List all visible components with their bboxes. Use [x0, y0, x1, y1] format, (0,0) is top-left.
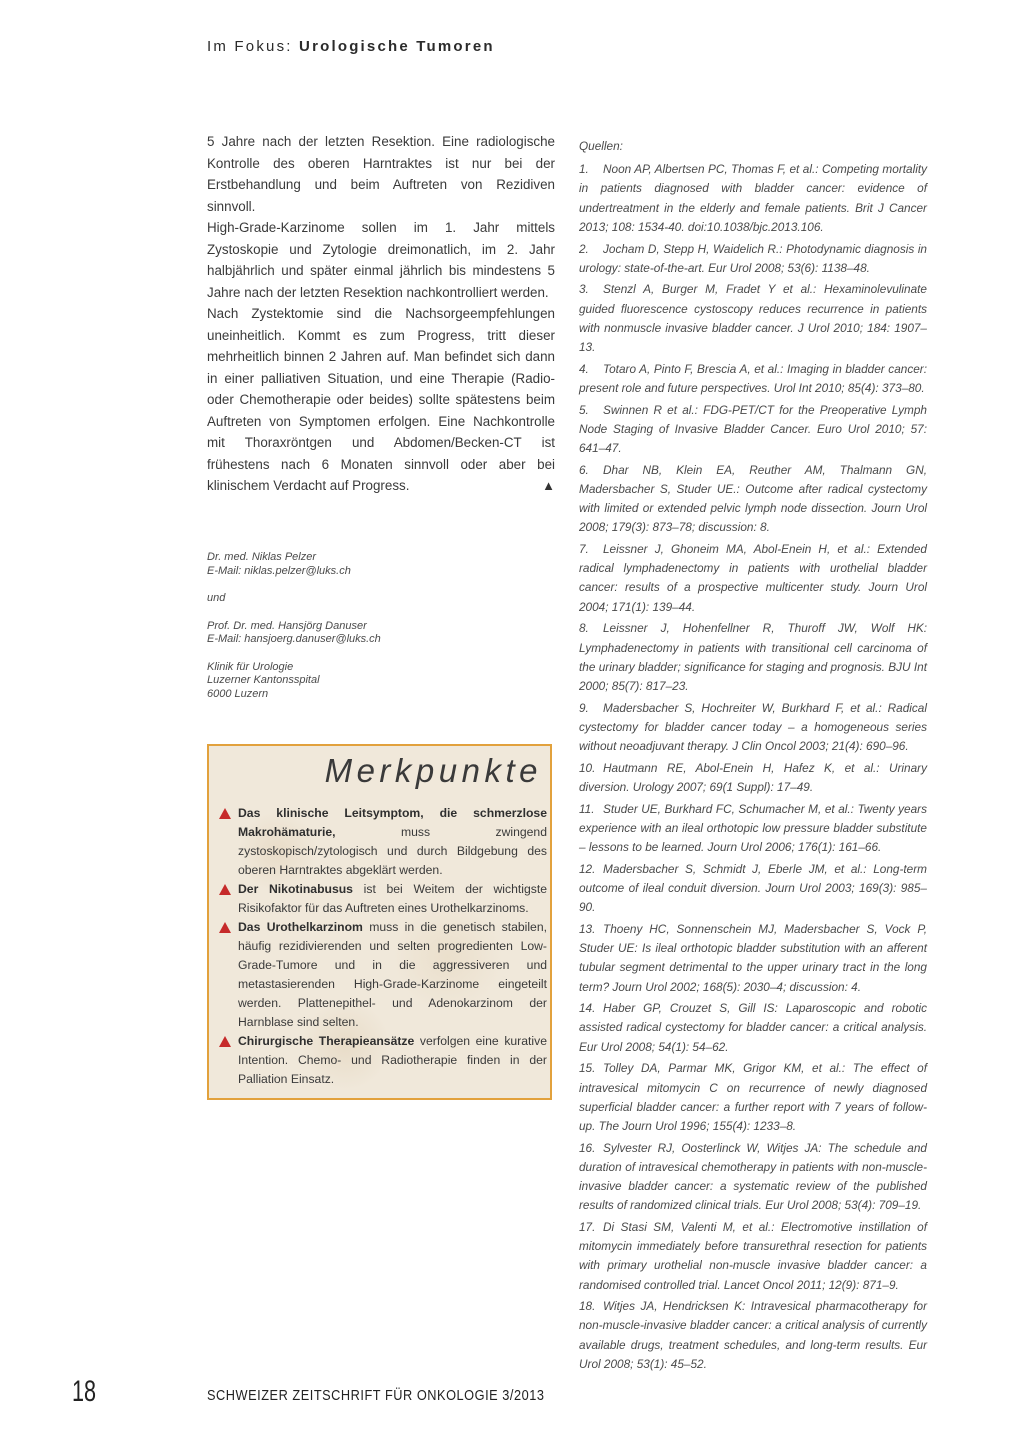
key-point-item: [217, 918, 547, 1032]
reference-text: Tolley DA, Parmar MK, Grigor KM, et al.: The effect of intravesical mitomycin C on recurrence of newly diagnosed superficial bladder cancer: a further report with 7 years of follow-up. The Journ Urol 1996; 155(4): 1233–8.: [579, 1061, 927, 1133]
reference-number: 8.: [579, 621, 589, 636]
reference-item: [579, 759, 927, 797]
reference-number: 6.: [579, 462, 589, 477]
reference-text: Swinnen R et al.: FDG-PET/CT for the Preoperative Lymph Node Staging of Invasive Bladder Cancer. Euro Urol 2010; 57: 641–47.: [579, 402, 927, 456]
main-text-column: [207, 131, 555, 497]
reference-text: Leissner J, Ghoneim MA, Abol-Enein H, et al.: Extended radical lymphadenectomy in patients with urothelial bladder cancer: results of a prospective multicenter study. Journ Urol 2004; 171(1): 139–44.: [579, 542, 927, 614]
reference-number: 7.: [579, 542, 589, 557]
reference-text: Sylvester RJ, Oosterlinck W, Witjes JA: The schedule and duration of intravesical chemotherapy in patients with non-muscle-invasive bladder cancer: a systematic review of the published results of randomized clinical trials. Eur Urol 2008; 53(4): 709–19.: [579, 1140, 927, 1213]
body-paragraph-text: Nach Zystektomie sind die Nachsorgeempfehlungen uneinheitlich. Kommt es zum Progress, tritt dieser mehrheitlich binnen 2 Jahren auf. Man befindet sich dann in einer palliativen Situation, und eine Therapie (Radio- oder Chemotherapie oder beides) sollte spätestens beim Auftreten von Symptomen erfolgen. Eine Nachkontrolle mit Thoraxröntgen und Abdomen/Becken-CT ist frühestens nach 6 Monaten sinnvoll oder aber bei klinischem Verdacht auf Progress.: [207, 306, 555, 493]
reference-item: [579, 800, 927, 858]
author-info: [207, 551, 555, 715]
reference-text: Noon AP, Albertsen PC, Thomas F, et al.: Competing mortality in patients diagnosed with bladder cancer: evidence of undertreatment in the elderly and female patients. Brit J Cancer 2013; 108: 1534-40. doi:10.1038/bjc.2013.106.: [579, 162, 927, 234]
institution-address: [207, 661, 555, 702]
reference-number: 5.: [579, 402, 589, 417]
key-point-item: [217, 880, 547, 918]
reference-item: [579, 461, 927, 538]
institution-line: 6000 Luzern: [207, 687, 269, 700]
reference-item: [579, 280, 927, 357]
reference-text: Stenzl A, Burger M, Fradet Y et al.: Hexaminolevulinate guided fluorescence cystoscopy reduces recurrence in patients with nonmuscle invasive bladder cancer. J Urol 2010; 184: 1907–13.: [579, 282, 927, 355]
key-point-bold: Das klinische Leitsymptom, die schmerzlose Makrohämaturie,: [238, 806, 547, 839]
reference-number: 13.: [579, 921, 596, 936]
body-paragraph: [207, 303, 555, 497]
reference-text: Studer UE, Burkhard FC, Schumacher M, et al.: Twenty years experience with an ileal orthotopic low pressure bladder substitute – lessons to be learned. Journ Urol 2006; 176(1): 161–66.: [579, 801, 927, 855]
reference-item: [579, 1297, 927, 1374]
author-email[interactable]: E-Mail: hansjoerg.danuser@luks.ch: [207, 633, 381, 645]
reference-item: [579, 699, 927, 757]
reference-item: [579, 160, 927, 237]
reference-item: [579, 920, 927, 997]
reference-text: Dhar NB, Klein EA, Reuther AM, Thalmann GN, Madersbacher S, Studer UE.: Outcome after radical cystectomy with limited or extended pelvic lymph node dissection. Journ Urol 2008; 179(3): 873–78; discussion: 8.: [579, 462, 927, 535]
body-paragraph: High-Grade-Karzinome sollen im 1. Jahr mittels Zystoskopie und Zytologie dreimonatlich, im 2. Jahr halbjährlich und später einmal jährlich bis mindestens 5 Jahre nach der letzten Resektion nachkontrolliert werden.: [207, 220, 555, 300]
header-subject: Urologische Tumoren: [299, 38, 495, 55]
reference-number: 3.: [579, 282, 589, 297]
key-point-text: muss zwingend zystoskopisch/zytologisch und durch Bildgebung des oberen Harntraktes abgeklärt werden.: [238, 825, 547, 877]
header-topic: Im Fokus:: [207, 38, 293, 55]
key-point-bold: Das Urothelkarzinom: [238, 920, 363, 934]
triangle-bullet-icon: [219, 884, 231, 895]
reference-number: 18.: [579, 1299, 596, 1314]
reference-item: [579, 401, 927, 459]
institution-line: Klinik für Urologie: [207, 660, 294, 673]
key-point-text: muss in die genetisch stabilen, häufig rezidivierenden und selten progredienten Low-Grade-Tumore und in die aggressiveren und metastasierenden High-Grade-Karzinome eingeteilt werden. Plattenepithel- und Adenokarzinom der Harnblase sind selten.: [238, 920, 547, 1029]
institution-line: Luzerner Kantonsspital: [207, 674, 320, 686]
reference-number: 12.: [579, 861, 596, 876]
triangle-bullet-icon: [219, 1036, 231, 1047]
reference-number: 1.: [579, 162, 589, 177]
reference-number: 11.: [579, 801, 595, 816]
reference-item: [579, 619, 927, 696]
reference-item: [579, 360, 927, 398]
key-points-list: [217, 804, 547, 1089]
reference-text: Totaro A, Pinto F, Brescia A, et al.: Imaging in bladder cancer: present role and future perspectives. Urol Int 2010; 85(4): 373–80.: [579, 361, 927, 395]
end-of-article-icon: ▲: [542, 478, 555, 493]
author-email[interactable]: E-Mail: niklas.pelzer@luks.ch: [207, 564, 351, 577]
journal-footer: SCHWEIZER ZEITSCHRIFT FÜR ONKOLOGIE 3/2013: [207, 1388, 545, 1404]
author-name: Dr. med. Niklas Pelzer: [207, 551, 317, 563]
triangle-bullet-icon: [219, 808, 231, 819]
reference-item: [579, 860, 927, 918]
reference-number: 10.: [579, 760, 596, 775]
reference-item: [579, 1139, 927, 1216]
key-point-bold: Der Nikotinabusus: [238, 882, 353, 896]
reference-item: [579, 240, 927, 278]
author-connector: und: [207, 592, 226, 604]
reference-item: [579, 1059, 927, 1136]
triangle-bullet-icon: [219, 922, 231, 933]
reference-text: Di Stasi SM, Valenti M, et al.: Electromotive instillation of mitomycin immediately before transurethral resection for patients with primary urothelial non-muscle invasive bladder cancer: a randomised controlled trial. Lancet Oncol 2011; 12(9): 871–9.: [579, 1219, 927, 1292]
reference-number: 4.: [579, 361, 589, 376]
reference-text: Madersbacher S, Schmidt J, Eberle JM, et al.: Long-term outcome of ileal conduit diversion. Journ Urol 2003; 169(3): 985–90.: [579, 861, 927, 915]
reference-number: 14.: [579, 1001, 596, 1016]
reference-item: [579, 999, 927, 1057]
reference-text: Hautmann RE, Abol-Enein H, Hafez K, et al.: Urinary diversion. Urology 2007; 69(1 Suppl): 17–49.: [579, 760, 927, 794]
reference-item: [579, 540, 927, 617]
reference-text: Haber GP, Crouzet S, Gill IS: Laparoscopic and robotic assisted radical cystectomy for bladder cancer: a critical analysis. Eur Urol 2008; 54(1): 54–62.: [579, 1001, 927, 1054]
body-paragraph: 5 Jahre nach der letzten Resektion. Eine radiologische Kontrolle des oberen Harntraktes ist nur bei der Erstbehandlung und beim Auftreten von Rezidiven sinnvoll.: [207, 134, 555, 214]
reference-text: Thoeny HC, Sonnenschein MJ, Madersbacher S, Vock P, Studer UE: Is ileal orthotopic bladder substitution with an afferent tubular segment detrimental to the upper urinary tract in the long term? Journ Urol 2002; 168(5): 2030–4; discussion: 4.: [579, 921, 927, 994]
reference-number: 16.: [579, 1140, 596, 1155]
reference-number: 15.: [579, 1061, 596, 1076]
key-point-text: verfolgen eine kurative Intention. Chemo- und Radiotherapie finden in der Palliation Einsatz.: [238, 1034, 547, 1086]
page-number: 18: [72, 1375, 97, 1408]
reference-item: [579, 1218, 927, 1295]
reference-number: 17.: [579, 1219, 596, 1234]
running-header: [207, 38, 495, 55]
key-point-item: [217, 804, 547, 880]
author-name: Prof. Dr. med. Hansjörg Danuser: [207, 619, 367, 632]
reference-text: Jocham D, Stepp H, Waidelich R.: Photodynamic diagnosis in urology: state-of-the-art. Eur Urol 2008; 53(6): 1138–48.: [579, 241, 927, 275]
author-block: [207, 551, 555, 578]
key-point-bold: Chirurgische Therapieansätze: [238, 1034, 415, 1048]
key-point-item: [217, 1032, 547, 1089]
references-column: [579, 137, 927, 1377]
key-points-title: Merkpunkte: [324, 752, 542, 789]
author-block: [207, 620, 555, 647]
key-points-box: [207, 744, 552, 1100]
reference-number: 9.: [579, 700, 589, 715]
reference-text: Witjes JA, Hendricksen K: Intravesical pharmacotherapy for non-muscle-invasive bladder cancer: a critical analysis of currently available drugs, treatment schedules, and long-term results. Eur Urol 2008; 53(1): 45–52.: [579, 1299, 927, 1371]
reference-number: 2.: [579, 241, 589, 256]
key-point-text: ist bei Weitem der wichtigste Risikofaktor für das Auftreten eines Urothelkarzinoms.: [238, 882, 547, 915]
references-heading: Quellen:: [579, 139, 623, 153]
reference-text: Leissner J, Hohenfellner R, Thuroff JW, Wolf HK: Lymphadenectomy in patients with transitional cell carcinoma of the urinary bladder; significance for staging and prognosis. BJU Int 2000; 85(7): 817–23.: [579, 621, 927, 693]
reference-text: Madersbacher S, Hochreiter W, Burkhard F, et al.: Radical cystectomy for bladder cancer today – a homogeneous series without neoadjuvant therapy. J Clin Oncol 2003; 21(4): 690–96.: [579, 700, 927, 754]
